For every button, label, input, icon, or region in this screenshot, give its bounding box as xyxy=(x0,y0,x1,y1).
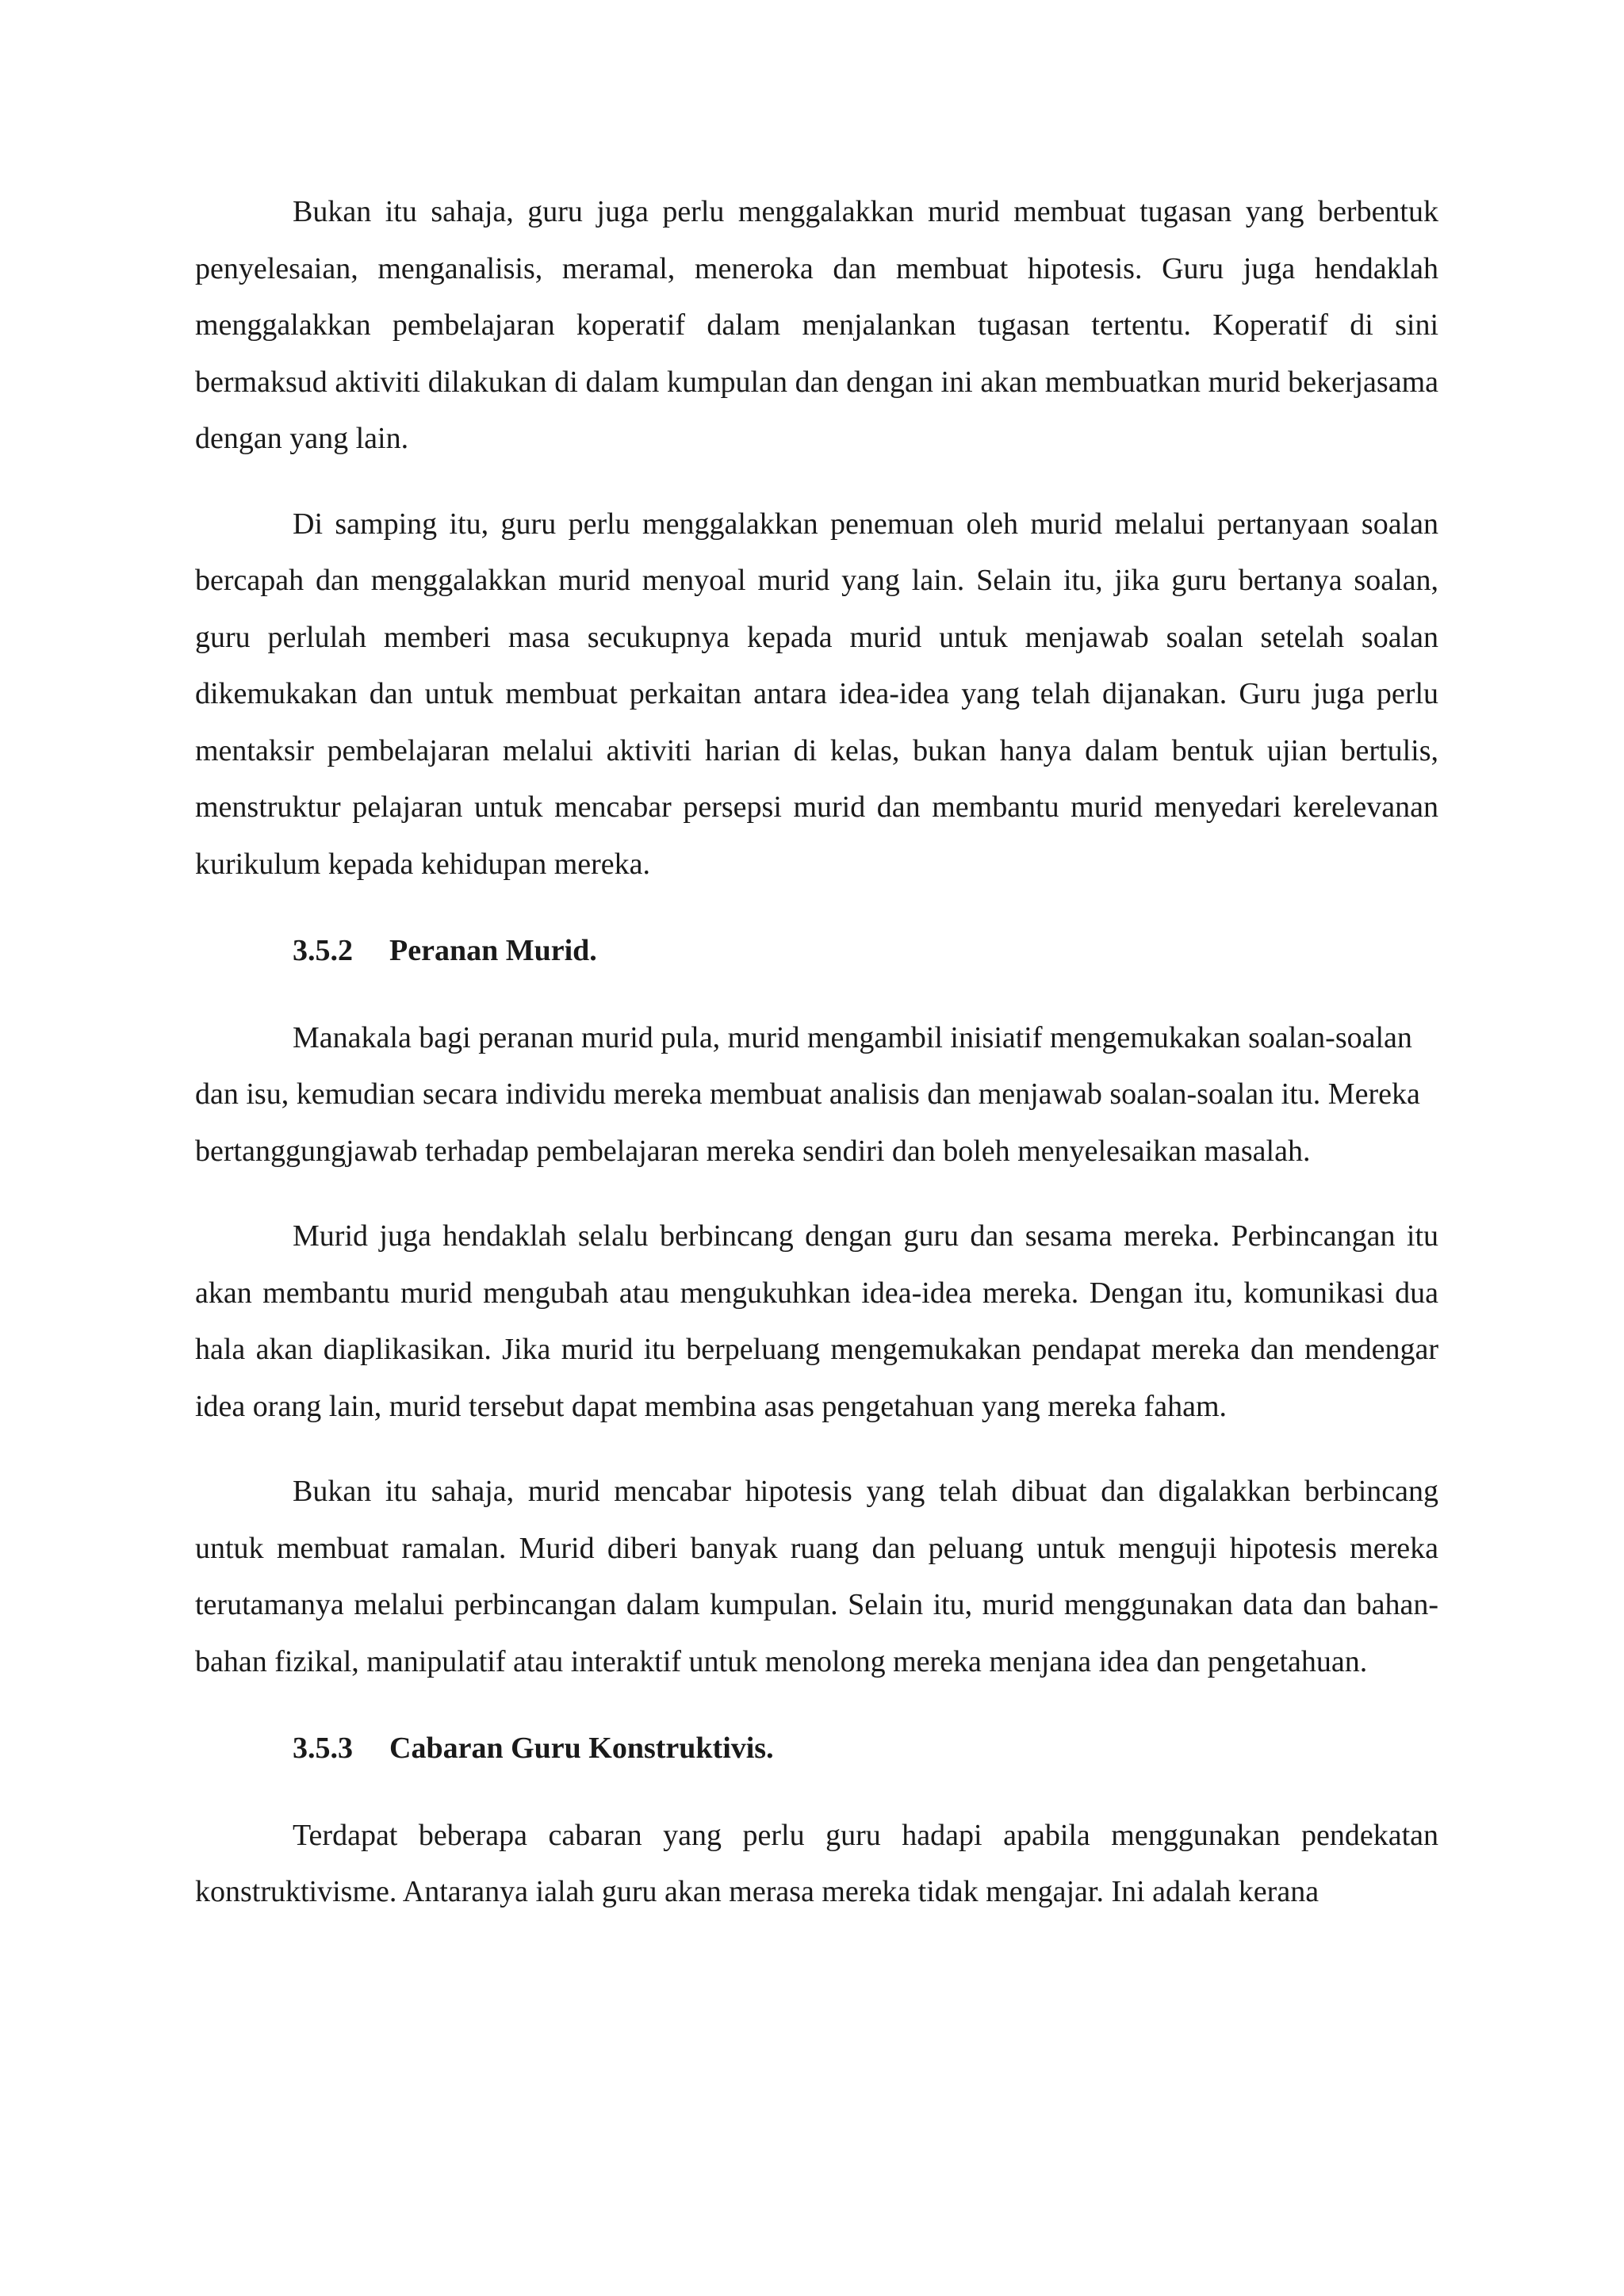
paragraph-guru-penemuan: Di samping itu, guru perlu menggalakkan penemuan oleh murid melalui pertanyaan soalan bercapah dan menggalakkan murid menyoal murid yang lain. Selain itu, jika guru bertanya soalan, guru perlulah memberi masa secukupnya kepada murid untuk menjawab soalan setelah soalan dikemukakan dan untuk membuat perkaitan antara idea-idea yang telah dijanakan. Guru juga perlu mentaksir pembelajaran melalui aktiviti harian di kelas, bukan hanya dalam bentuk ujian bertulis, menstruktur pelajaran untuk mencabar persepsi murid dan membantu murid menyedari kerelevanan kurikulum kepada kehidupan mereka. xyxy=(195,507,1438,881)
section-heading-peranan-murid xyxy=(195,923,1438,980)
section-number: 3.5.3 xyxy=(293,1732,353,1765)
section-heading-cabaran-guru xyxy=(195,1720,1438,1777)
section-title: Peranan Murid. xyxy=(389,934,597,967)
paragraph-murid-hipotesis: Bukan itu sahaja, murid mencabar hipotesis yang telah dibuat dan digalakkan berbincang untuk membuat ramalan. Murid diberi banyak ruang dan peluang untuk menguji hipotesis mereka terutamanya melalui perbincangan dalam kumpulan. Selain itu, murid menggunakan data dan bahan-bahan fizikal, manipulatif atau interaktif untuk menolong mereka menjana idea dan pengetahuan. xyxy=(195,1475,1438,1678)
section-title: Cabaran Guru Konstruktivis. xyxy=(389,1732,774,1765)
section-number: 3.5.2 xyxy=(293,934,353,967)
document-page xyxy=(195,184,1438,1921)
paragraph-guru-tugasan: Bukan itu sahaja, guru juga perlu menggalakkan murid membuat tugasan yang berbentuk penyelesaian, menganalisis, meramal, meneroka dan membuat hipotesis. Guru juga hendaklah menggalakkan pembelajaran koperatif dalam menjalankan tugasan tertentu. Koperatif di sini bermaksud aktiviti dilakukan di dalam kumpulan dan dengan ini akan membuatkan murid bekerjasama dengan yang lain. xyxy=(195,195,1438,455)
paragraph-murid-berbincang: Murid juga hendaklah selalu berbincang dengan guru dan sesama mereka. Perbincangan itu akan membantu murid mengubah atau mengukuhkan idea-idea mereka. Dengan itu, komunikasi dua hala akan diaplikasikan. Jika murid itu berpeluang mengemukakan pendapat mereka dan mendengar idea orang lain, murid tersebut dapat membina asas pengetahuan yang mereka faham. xyxy=(195,1219,1438,1423)
paragraph-peranan-murid: Manakala bagi peranan murid pula, murid mengambil inisiatif mengemukakan soalan-soalan dan isu, kemudian secara individu mereka membuat analisis dan menjawab soalan-soalan itu. Mereka bertanggungjawab terhadap pembelajaran mereka sendiri dan boleh menyelesaikan masalah. xyxy=(195,1020,1420,1168)
paragraph-cabaran: Terdapat beberapa cabaran yang perlu guru hadapi apabila menggunakan pendekatan konstruktivisme. Antaranya ialah guru akan merasa mereka tidak mengajar. Ini adalah kerana xyxy=(195,1818,1438,1908)
